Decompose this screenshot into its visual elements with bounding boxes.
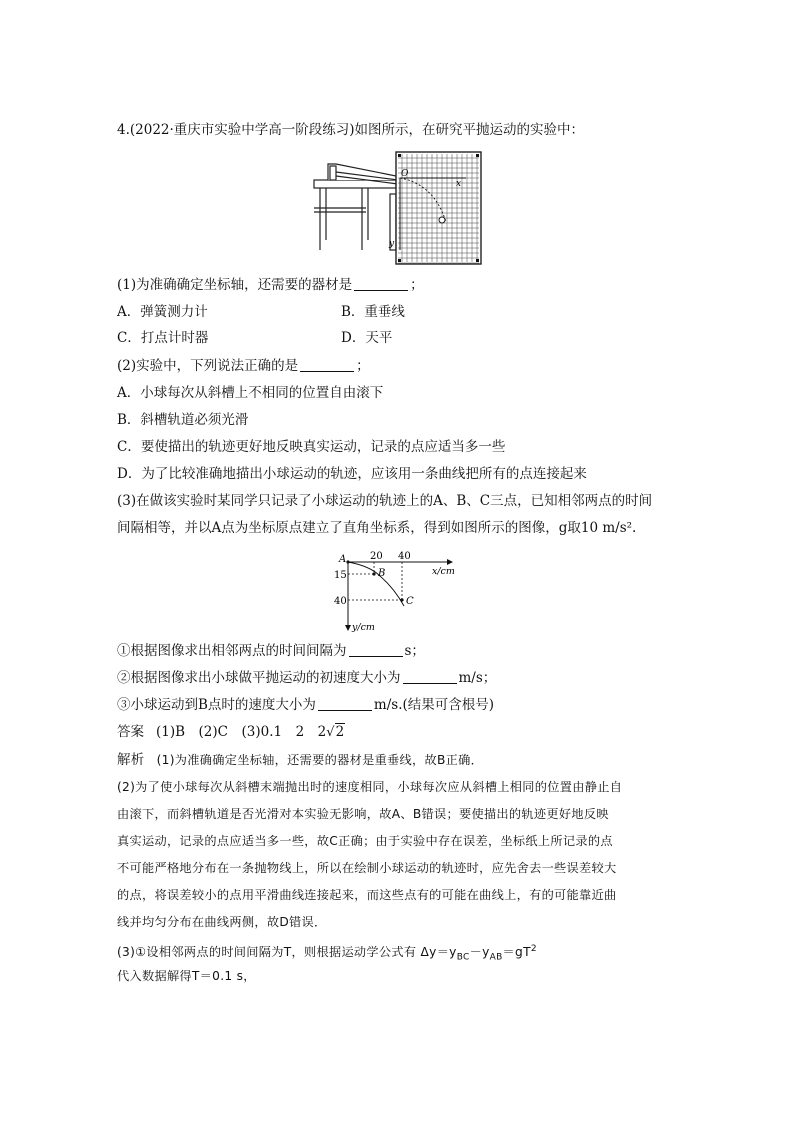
analysis-line-1: 解析 (1)为准确确定坐标轴，还需要的器材是重垂线，故B正确． [117,752,484,768]
answer-label: 答案 [117,724,144,740]
sub2-blank [403,670,457,684]
answer-root: 2 [335,724,345,740]
q3-sub2: ②根据图像求出小球做平抛运动的初速度大小为 m/s； [117,670,497,686]
question-title: 4.(2022·重庆市实验中学高一阶段练习)如图所示，在研究平抛运动的实验中： [117,122,585,138]
analysis-line-2: (2)为了使小球每次从斜槽末端抛出时的速度相同，小球每次应从斜槽上相同的位置由静止自 [117,780,623,794]
answer-line [117,723,345,742]
trajectory-graph [330,548,460,634]
q1-options-row2 [117,329,517,347]
analysis-line-7: 线并均匀分布在曲线两侧，故D错误． [117,915,327,929]
answer-text: (1)B (2)C (3)0.1 2 2 [156,724,327,740]
q3-line1: (3)在做该实验时某同学只记录了小球运动的轨迹上的A、B、C三点，已知相邻两点的时间 [117,493,653,509]
q2-option-b: B．斜槽轨道必须光滑 [117,412,249,428]
graph-y-tick-15: 15 [334,570,347,581]
q1-options-row1 [117,303,517,321]
apparatus-label-x: x [456,179,462,189]
graph-x-label: x/cm [432,566,455,577]
q3-sub1: ①根据图像求出相邻两点的时间间隔为 s； [117,643,425,659]
sub3-blank [318,697,372,711]
q1-option-d: D．天平 [341,330,393,346]
analysis-line-5: 不可能严格地分布在一条抛物线上，所以在绘制小球运动的轨迹时，应先舍去一些误差较大 [117,861,617,875]
graph-point-c: C [406,596,414,607]
apparatus-label-y: y [389,239,395,249]
graph-point-a: A [339,554,347,565]
q2-stem: (2)实验中，下列说法正确的是 ； [117,358,370,374]
analysis-line-3: 由滚下，而斜槽轨道是否光滑对本实验无影响，故A、B错误；要使描出的轨迹更好地反映 [117,807,609,821]
q2-option-a: A．小球每次从斜槽上不相同的位置自由滚下 [117,385,384,401]
analysis-line-9: 代入数据解得T＝0.1 s， [117,969,256,983]
q2-blank [300,358,354,372]
q2-option-d: D．为了比较准确地描出小球运动的轨迹，应该用一条曲线把所有的点连接起来 [117,466,587,482]
sqrt-sign-icon: √ [326,725,335,740]
q1-option-c: C．打点计时器 [117,330,209,346]
graph-x-tick-20: 20 [370,551,383,562]
q1-stem: (1)为准确确定坐标轴，还需要的器材是 ； [117,277,424,293]
q1-blank [354,277,408,291]
graph-y-tick-40: 40 [334,596,347,607]
q1-option-a: A．弹簧测力计 [117,304,208,320]
graph-point-b: B [378,568,386,579]
analysis-line-6: 的点，将误差较小的点用平滑曲线连接起来，而这些点有的可能在曲线上，有的可能靠近曲 [117,888,617,902]
q3-sub3: ③小球运动到B点时的速度大小为 m/s.(结果可含根号) [117,697,495,713]
analysis-line-8: (3)①设相邻两点的时间间隔为T，则根据运动学公式有 $\Delta y=y_{BC}-y_{AB}=gT^2$ [117,944,537,963]
sub1-blank [349,643,403,657]
analysis-line-4: 真实运动，记录的点应适当多一些，故C正确；由于实验中存在误差，坐标纸上所记录的点 [117,834,613,848]
apparatus-figure [306,150,486,266]
analysis-label: 解析 [117,752,145,768]
q2-option-c: C．要使描出的轨迹更好地反映真实运动，记录的点应适当多一些 [117,439,506,455]
q1-option-b: B．重垂线 [341,304,405,320]
graph-x-tick-40: 40 [398,551,411,562]
graph-y-label: y/cm [352,622,375,633]
apparatus-label-o: O [401,169,409,179]
q3-line2: 间隔相等，并以A点为坐标原点建立了直角坐标系，得到如图所示的图像，g取10 m/s². [117,520,637,536]
